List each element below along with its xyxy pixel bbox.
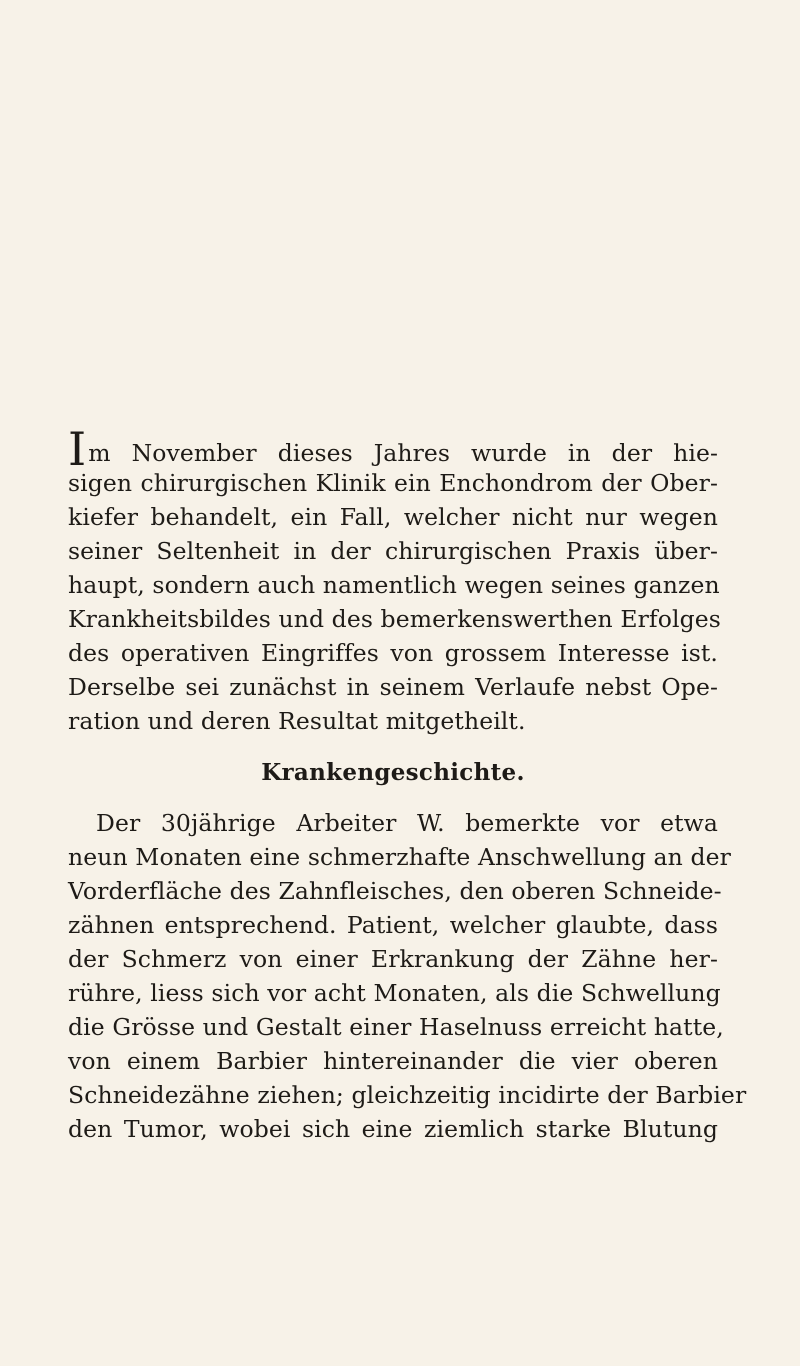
paragraph-2-line: den Tumor, wobei sich eine ziemlich starke Blutung	[68, 1115, 718, 1143]
paragraph-1-line: des operativen Eingriffes von grossem Interesse ist.	[68, 639, 718, 667]
paragraph-2-line: Der 30jährige Arbeiter W. bemerkte vor etwa	[96, 809, 718, 837]
drop-cap: I	[68, 422, 87, 476]
paragraph-2-line: die Grösse und Gestalt einer Haselnuss erreicht hatte,	[68, 1013, 724, 1041]
paragraph-1-line: Krankheitsbildes und des bemerkenswerthen Erfolges	[68, 605, 721, 633]
paragraph-2-line: neun Monaten eine schmerzhafte Anschwellung an der	[68, 843, 731, 871]
paragraph-1-line	[68, 422, 718, 476]
section-heading: Krankengeschichte.	[261, 759, 525, 786]
paragraph-1-line: kiefer behandelt, ein Fall, welcher nicht nur wegen	[68, 503, 718, 531]
paragraph-2-line: der Schmerz von einer Erkrankung der Zähne her-	[68, 945, 718, 973]
paragraph-1-line: Derselbe sei zunächst in seinem Verlaufe nebst Ope-	[68, 673, 718, 701]
paragraph-2-line: zähnen entsprechend. Patient, welcher glaubte, dass	[68, 911, 718, 939]
body-text	[68, 422, 747, 1146]
paragraph-1-line: ration und deren Resultat mitgetheilt.	[68, 707, 526, 735]
line-text: m November dieses Jahres wurde in der hie-	[88, 439, 718, 467]
paragraph-1-line: seiner Seltenheit in der chirurgischen Praxis über-	[68, 537, 718, 565]
paragraph-2-line: Vorderfläche des Zahnfleisches, den oberen Schneide-	[68, 877, 722, 905]
paragraph-1-line: haupt, sondern auch namentlich wegen seines ganzen	[68, 571, 720, 599]
paragraph-1-line: sigen chirurgischen Klinik ein Enchondrom der Ober-	[68, 469, 718, 497]
paragraph-2-line: rühre, liess sich vor acht Monaten, als die Schwellung	[68, 979, 721, 1007]
paragraph-2-line: Schneidezähne ziehen; gleichzeitig incidirte der Barbier	[68, 1081, 747, 1109]
paragraph-2-line: von einem Barbier hintereinander die vier oberen	[68, 1047, 718, 1075]
